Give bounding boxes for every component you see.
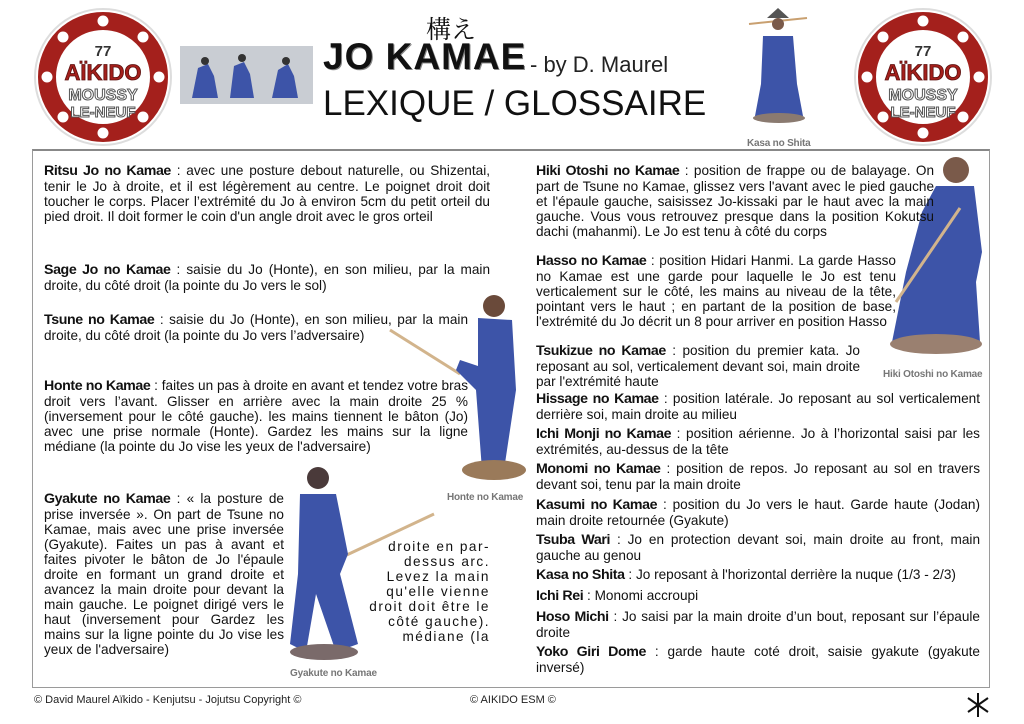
entry-gyakute-continued: droite en par-dessus arc. Levez la main qu'elle vienne droit doit être le côté gauche). médiane (la xyxy=(369,539,490,644)
term: Ritsu Jo no Kamae xyxy=(44,163,171,179)
term: Tsukizue no Kamae xyxy=(536,343,666,359)
svg-text:AÏKIDO: AÏKIDO xyxy=(64,60,142,85)
entry-ichi-rei xyxy=(536,588,980,604)
author-byline: - by D. Maurel xyxy=(530,52,669,77)
definition: : « la posture de prise inversée ». On part de Tsune no Kamae, mais avec une prise inversée (Gyakute). Faites un pas à avant et faites pivoter le bâton de Jo l'épaule droite en formant un grand droite et avancez la main droite pour devant la main gauche. Le poignet dirigé vers le haut (inversement pour Gardez les mains sur la ligne pointe du Jo vise les yeux de l'adversaire) xyxy=(44,491,284,657)
kasa-no-shita-figure xyxy=(745,4,811,126)
term: Hiki Otoshi no Kamae xyxy=(536,163,680,179)
svg-text:AÏKIDO: AÏKIDO xyxy=(884,60,962,85)
entry-ichi-monji xyxy=(536,426,980,457)
term: Hasso no Kamae xyxy=(536,253,647,269)
svg-text:77: 77 xyxy=(94,43,112,60)
term: Monomi no Kamae xyxy=(536,461,661,477)
caption-hiki-otoshi-no-kamae: Hiki Otoshi no Kamae xyxy=(883,369,983,380)
entry-gyakute xyxy=(44,491,284,657)
term: Ichi Rei xyxy=(536,588,584,604)
definition: : garde haute coté droit, saisie gyakute (gyakute inversé) xyxy=(536,644,980,675)
term: Honte no Kamae xyxy=(44,378,151,394)
definition: : position de repos. Jo reposant au sol en travers devant soi, tenu par la main droite xyxy=(536,461,980,492)
caption-gyakute-no-kamae: Gyakute no Kamae xyxy=(290,668,377,679)
aikido-club-logo-left xyxy=(32,6,174,148)
term: Kasa no Shita xyxy=(536,567,625,583)
definition: : Monomi accroupi xyxy=(583,588,699,603)
svg-text:LE-NEUF: LE-NEUF xyxy=(890,104,956,121)
entry-kasumi xyxy=(536,497,980,528)
term: Ichi Monji no Kamae xyxy=(536,426,672,442)
figurines-photo xyxy=(180,46,313,104)
gyakute-no-kamae-figure xyxy=(286,464,436,668)
entry-monomi xyxy=(536,461,980,492)
honte-no-kamae-figure xyxy=(386,290,526,482)
page-subtitle: LEXIQUE / GLOSSAIRE xyxy=(323,84,707,123)
entry-hasso xyxy=(536,253,896,329)
term: Hoso Michi xyxy=(536,609,609,625)
definition: : Jo reposant à l'horizontal derrière la nuque (1/3 - 2/3) xyxy=(624,567,956,582)
term: Hissage no Kamae xyxy=(536,391,659,407)
definition: : position du premier kata. Jo reposant au sol, verticalement devant soi, main droite par l'extrémité haute xyxy=(536,343,860,389)
entry-kasa-no-shita xyxy=(536,567,986,583)
term: Gyakute no Kamae xyxy=(44,491,171,507)
asterisk-icon xyxy=(966,692,990,718)
term: Kasumi no Kamae xyxy=(536,497,658,513)
term: Tsune no Kamae xyxy=(44,312,155,328)
definition: : position du Jo vers le haut. Garde haute (Jodan) main droite retournée (Gyakute) xyxy=(536,497,980,528)
definition: : position aérienne. Jo à l’horizontal saisi par les extrémités, au-dessus de la tête xyxy=(536,426,980,457)
definition: : avec une posture debout naturelle, ou Shizentai, tenir le Jo à droite, et il est légèrement au centre. Le poignet droit doit toucher le corps. Placer l’extrémité du Jo à environ 5cm du petit orteil du pied droit. Il doit former le coin d'un angle droit avec le gros orteil xyxy=(44,163,491,224)
definition: : saisie du Jo (Honte), en son milieu, par la main droite, du côté droit (la pointe du Jo vers le sol) xyxy=(44,262,490,293)
footer-copyright: © David Maurel Aïkido - Kenjutsu - Jojutsu Copyright © xyxy=(34,694,302,706)
kanji-title: 構え xyxy=(426,15,477,44)
entry-ritsu-jo xyxy=(44,163,490,224)
caption-kasa-no-shita: Kasa no Shita xyxy=(747,138,811,149)
entry-hoso-michi xyxy=(536,609,980,640)
caption-honte-no-kamae: Honte no Kamae xyxy=(447,492,524,503)
definition: : Jo en protection devant soi, main droite au front, main gauche au genou xyxy=(536,532,981,563)
entry-hiki-otoshi xyxy=(536,163,934,239)
entry-sage-jo xyxy=(44,262,490,293)
definition: : saisie du Jo (Honte), en son milieu, par la main droite, du côté droit (la pointe du Jo vers l’adversaire) xyxy=(44,312,469,343)
entry-yoko-giri-dome xyxy=(536,644,980,675)
term: Yoko Giri Dome xyxy=(536,644,646,660)
aikido-club-logo-right xyxy=(852,6,994,148)
definition: : faites un pas à droite en avant et tendez votre bras droit vers l’avant. Glisser en arrière avec la main droite 25 % (inversement pour le côté gauche). les mains tiennent le bâton (Jo) avec une prise normale (Honte). Gardez les mains sur la ligne médiane (la pointe du Jo vise les yeux de l'adversaire) xyxy=(44,378,469,454)
svg-text:MOUSSY: MOUSSY xyxy=(888,87,958,104)
footer-esm: © AIKIDO ESM © xyxy=(470,694,556,706)
definition: : position Hidari Hanmi. La garde Hasso no Kamae est une garde pour laquelle le Jo est tenu verticalement sur le côté, les mains au niveau de la tête, pointant vers le haut ; en partant de la position de base, l'extrémité du Jo décrit un 8 pour arriver en position Hasso xyxy=(536,253,896,329)
definition: : position latérale. Jo reposant au sol verticalement derrière soi, main droite au milieu xyxy=(536,391,980,422)
definition: : position de frappe ou de balayage. On part de Tsune no Kamae, glissez vers l'avant avec le pied gauche et l'épaule gauche, saisissez Jo-kissaki par le haut avec la main gauche. Vous vous retrouvez presque dans la position Kokutsu dachi (mahanmi). Le Jo est tenu à côté du corps xyxy=(536,163,935,239)
svg-text:LE-NEUF: LE-NEUF xyxy=(70,104,136,121)
page-title: JO KAMAE xyxy=(323,36,527,77)
entry-tsukizue xyxy=(536,343,860,389)
svg-text:MOUSSY: MOUSSY xyxy=(68,87,138,104)
svg-text:77: 77 xyxy=(914,43,932,60)
term: Tsuba Wari xyxy=(536,532,611,548)
definition: : Jo saisi par la main droite d’un bout, reposant sur l’épaule droite xyxy=(536,609,980,640)
term: Sage Jo no Kamae xyxy=(44,262,171,278)
entry-tsuba-wari xyxy=(536,532,980,563)
entry-hissage xyxy=(536,391,980,422)
